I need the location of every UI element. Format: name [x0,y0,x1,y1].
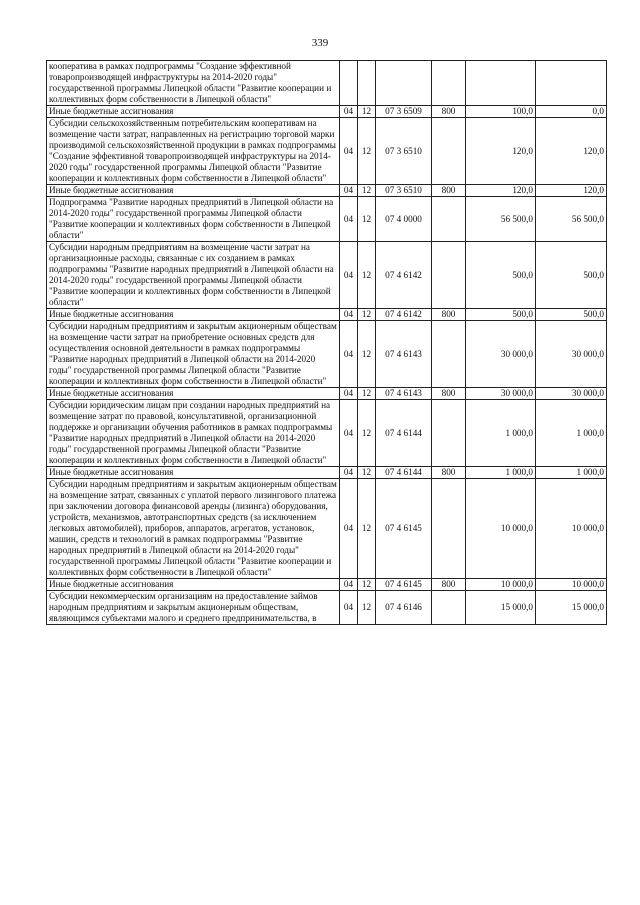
row-expense-type: 800 [432,467,466,479]
row-description: Субсидии народным предприятиям и закрытым акционерным обществам на возмещение части затрат на приобретение основных средств для осуществления основной деятельности в рамках подпрограммы "Развитие народных предприятий в Липецкой области на 2014-2020 годы" государственной программы Липецкой области "Развитие кооперации и коллективных форм собственности в Липецкой области" [47,321,340,388]
row-amount-2: 120,0 [536,185,607,197]
table-row [47,309,607,321]
row-amount-1: 120,0 [466,185,536,197]
row-amount-1 [466,61,536,106]
row-subsection-code: 12 [358,242,376,309]
table-row [47,591,607,625]
table-row [47,400,607,467]
row-description: Субсидии некоммерческим организациям на предоставление займов народным предприятиям и закрытым акционерным обществам, являющимся субъектами малого и среднего предпринимательства, в [47,591,340,625]
row-description: Иные бюджетные ассигнования [47,467,340,479]
row-subsection-code: 12 [358,388,376,400]
row-description: Субсидии народным предприятиям и закрытым акционерным обществам на возмещение затрат, связанных с уплатой первого лизингового платежа при заключении договора финансовой аренды (лизинга) оборудования, устройств, механизмов, автотранспортных средств (за исключением легковых автомобилей), приборов, аппаратов, агрегатов, установок, машин, средств и технологий в рамках подпрограммы "Развитие народных предприятий в Липецкой области на 2014-2020 годы" государственной программы Липецкой области "Развитие кооперации и коллективных форм собственности в Липецкой области" [47,479,340,579]
row-expense-type [432,591,466,625]
row-description: Иные бюджетные ассигнования [47,185,340,197]
row-amount-1: 1 000,0 [466,467,536,479]
row-amount-2: 500,0 [536,242,607,309]
row-target-code: 07 4 6146 [376,591,432,625]
row-target-code: 07 4 6145 [376,479,432,579]
table-row [47,118,607,185]
row-expense-type: 800 [432,388,466,400]
row-section-code: 04 [340,242,358,309]
row-subsection-code: 12 [358,309,376,321]
row-expense-type: 800 [432,579,466,591]
table-row [47,185,607,197]
row-amount-1: 56 500,0 [466,197,536,242]
row-target-code: 07 4 0000 [376,197,432,242]
row-amount-1: 15 000,0 [466,591,536,625]
row-description: Иные бюджетные ассигнования [47,579,340,591]
row-target-code: 07 4 6143 [376,321,432,388]
row-section-code: 04 [340,185,358,197]
row-section-code: 04 [340,106,358,118]
row-amount-1: 120,0 [466,118,536,185]
row-description: Субсидии сельскохозяйственным потребительским кооперативам на возмещение части затрат, направленных на регистрацию торговой марки производимой сельскохозяйственной продукции в рамках подпрограммы "Создание эффективной товаропроизводящей инфраструктуры на 2014-2020 годы" государственной программы Липецкой области "Развитие кооперации и коллективных форм собственности в Липецкой области" [47,118,340,185]
row-expense-type: 800 [432,309,466,321]
row-description: Подпрограмма "Развитие народных предприятий в Липецкой области на 2014-2020 годы" государственной программы Липецкой области "Развитие кооперации и коллективных форм собственности в Липецкой области" [47,197,340,242]
row-target-code: 07 4 6142 [376,242,432,309]
row-amount-2: 56 500,0 [536,197,607,242]
row-amount-1: 100,0 [466,106,536,118]
row-amount-2: 15 000,0 [536,591,607,625]
row-description: Субсидии юридическим лицам при создании народных предприятий на возмещение затрат по правовой, консультативной, организационной поддержке и организации обучения работников в рамках подпрограммы "Развитие народных предприятий в Липецкой области на 2014-2020 годы" государственной программы Липецкой области "Развитие кооперации и коллективных форм собственности в Липецкой области" [47,400,340,467]
row-amount-2: 0,0 [536,106,607,118]
row-section-code [340,61,358,106]
row-amount-1: 30 000,0 [466,388,536,400]
row-expense-type: 800 [432,185,466,197]
row-amount-2: 1 000,0 [536,467,607,479]
row-section-code: 04 [340,388,358,400]
row-expense-type [432,242,466,309]
row-subsection-code: 12 [358,467,376,479]
table-row [47,467,607,479]
table-row [47,242,607,309]
row-subsection-code: 12 [358,400,376,467]
row-description: Субсидии народным предприятиям на возмещение части затрат на организационные расходы, связанные с их созданием в рамках подпрограммы "Развитие народных предприятий в Липецкой области на 2014-2020 годы" государственной программы Липецкой области "Развитие кооперации и коллективных форм собственности в Липецкой области" [47,242,340,309]
row-amount-1: 1 000,0 [466,400,536,467]
row-expense-type [432,400,466,467]
row-expense-type [432,118,466,185]
row-amount-2: 10 000,0 [536,579,607,591]
row-target-code: 07 4 6143 [376,388,432,400]
row-amount-1: 30 000,0 [466,321,536,388]
table-row [47,321,607,388]
row-target-code: 07 4 6142 [376,309,432,321]
row-subsection-code [358,61,376,106]
row-section-code: 04 [340,591,358,625]
row-section-code: 04 [340,118,358,185]
row-expense-type: 800 [432,106,466,118]
row-target-code: 07 4 6144 [376,400,432,467]
table-row [47,61,607,106]
row-amount-2: 120,0 [536,118,607,185]
page-number: 339 [311,37,329,49]
row-target-code: 07 4 6145 [376,579,432,591]
row-section-code: 04 [340,400,358,467]
row-expense-type [432,61,466,106]
row-target-code: 07 3 6509 [376,106,432,118]
row-target-code: 07 3 6510 [376,118,432,185]
row-subsection-code: 12 [358,579,376,591]
row-subsection-code: 12 [358,321,376,388]
row-subsection-code: 12 [358,118,376,185]
row-subsection-code: 12 [358,591,376,625]
row-amount-1: 500,0 [466,242,536,309]
row-target-code: 07 3 6510 [376,185,432,197]
row-amount-2: 10 000,0 [536,479,607,579]
row-expense-type [432,479,466,579]
row-section-code: 04 [340,479,358,579]
row-section-code: 04 [340,309,358,321]
row-description: Иные бюджетные ассигнования [47,106,340,118]
row-subsection-code: 12 [358,479,376,579]
budget-table [46,60,607,625]
row-amount-1: 10 000,0 [466,579,536,591]
row-amount-2: 1 000,0 [536,400,607,467]
table-row [47,479,607,579]
row-expense-type [432,197,466,242]
row-amount-2: 30 000,0 [536,388,607,400]
row-subsection-code: 12 [358,106,376,118]
row-target-code [376,61,432,106]
row-amount-2 [536,61,607,106]
row-section-code: 04 [340,467,358,479]
table-row [47,197,607,242]
row-subsection-code: 12 [358,197,376,242]
row-description: Иные бюджетные ассигнования [47,388,340,400]
row-subsection-code: 12 [358,185,376,197]
row-section-code: 04 [340,197,358,242]
row-amount-1: 10 000,0 [466,479,536,579]
row-description: кооператива в рамках подпрограммы "Создание эффективной товаропроизводящей инфраструктуры на 2014-2020 годы" государственной программы Липецкой области "Развитие кооперации и коллективных форм собственности в Липецкой области" [47,61,340,106]
table-row [47,106,607,118]
row-section-code: 04 [340,321,358,388]
row-expense-type [432,321,466,388]
row-description: Иные бюджетные ассигнования [47,309,340,321]
row-amount-2: 30 000,0 [536,321,607,388]
table-row [47,579,607,591]
budget-table-body [47,61,607,625]
table-row [47,388,607,400]
row-target-code: 07 4 6144 [376,467,432,479]
row-amount-1: 500,0 [466,309,536,321]
row-amount-2: 500,0 [536,309,607,321]
row-section-code: 04 [340,579,358,591]
